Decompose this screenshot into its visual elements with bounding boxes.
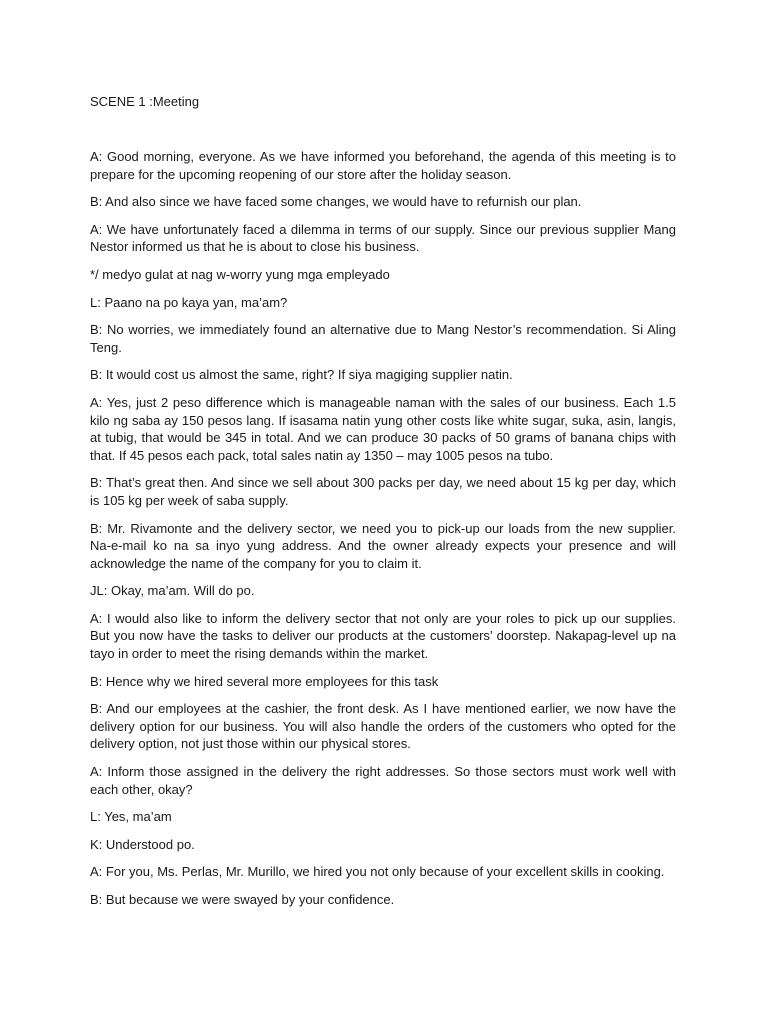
dialogue-line: B: Mr. Rivamonte and the delivery sector, we need you to pick-up our loads from the new supplier. Na-e-mail ko na sa inyo yung address. And the owner already expects your presence and will acknowledge the name of the company for you to claim it. [90, 520, 676, 571]
dialogue-line: A: Yes, just 2 peso difference which is manageable naman with the sales of our business. Each 1.5 kilo ng saba ay 150 pesos lang. If isasama natin yung other costs like white sugar, suka, asin, langis, at tubig, that would be 345 in total. And we can produce 30 packs of 50 grams of banana chips with that. If 45 pesos each pack, total sales natin ay 1350 – may 1005 pesos na tubo. [90, 394, 676, 463]
scene-title: SCENE 1 :Meeting [90, 94, 200, 109]
dialogue-line: A: We have unfortunately faced a dilemma in terms of our supply. Since our previous supplier Mang Nestor informed us that he is about to close his business. [90, 221, 676, 255]
document-page [90, 93, 676, 919]
dialogue-line: B: And our employees at the cashier, the front desk. As I have mentioned earlier, we now have the delivery option for our business. You will also handle the orders of the customers who opted for the delivery option, not just those within our physical stores. [90, 701, 676, 752]
dialogue-line: A: I would also like to inform the delivery sector that not only are your roles to pick up our supplies. But you now have the tasks to deliver our products at the customers’ doorstep. Nakapag-level up na tayo in order to meet the rising demands within the market. [90, 610, 676, 662]
dialogue-line: B: No worries, we immediately found an alternative due to Mang Nestor’s recommendation. Si Aling Teng. [90, 322, 676, 355]
dialogue-line: B: Hence why we hired several more employees for this task [90, 673, 439, 689]
dialogue-line: A: Good morning, everyone. As we have informed you beforehand, the agenda of this meeting is to prepare for the upcoming reopening of our store after the holiday season. [90, 149, 676, 182]
dialogue-line: L: Yes, ma’am [90, 809, 172, 825]
dialogue-line: A: For you, Ms. Perlas, Mr. Murillo, we hired you not only because of your excellent skills in cooking. [90, 864, 665, 880]
dialogue-line: B: It would cost us almost the same, right? If siya magiging supplier natin. [90, 367, 513, 383]
stage-direction: */ medyo gulat at nag w-worry yung mga empleyado [90, 266, 390, 282]
dialogue-line: JL: Okay, ma’am. Will do po. [90, 583, 255, 599]
dialogue-line: B: But because we were swayed by your confidence. [90, 892, 395, 907]
dialogue-line: K: Understood po. [90, 836, 195, 852]
dialogue-line: B: And also since we have faced some changes, we would have to refurnish our plan. [90, 194, 582, 210]
dialogue-line: A: Inform those assigned in the delivery the right addresses. So those sectors must work well with each other, okay? [90, 764, 676, 797]
dialogue-line: L: Paano na po kaya yan, ma’am? [90, 294, 288, 310]
dialogue-line: B: That’s great then. And since we sell about 300 packs per day, we need about 15 kg per day, which is 105 kg per week of saba supply. [90, 475, 676, 508]
